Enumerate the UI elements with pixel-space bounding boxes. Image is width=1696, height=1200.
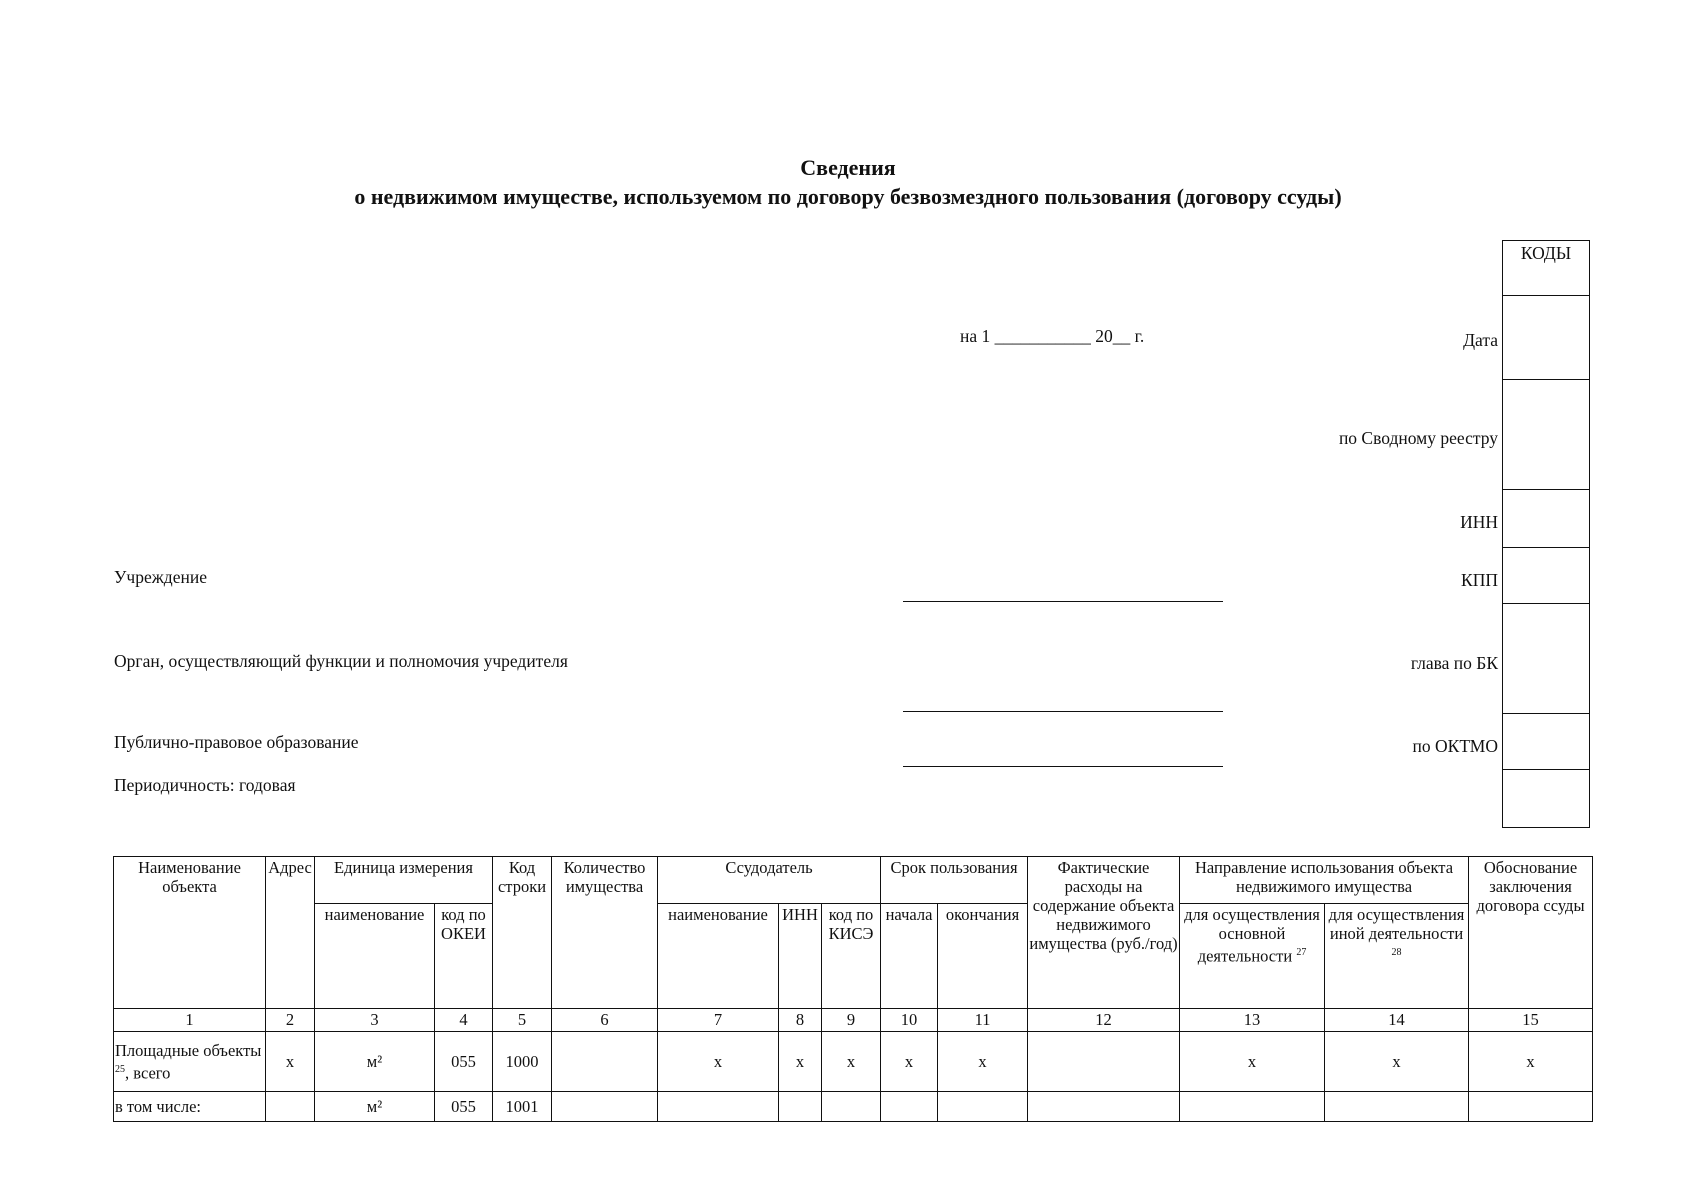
column-number: 10 <box>881 1009 938 1032</box>
header-usage-other: для осуществления иной деятельности $^{28}$ <box>1325 904 1469 1009</box>
row-lender-name[interactable] <box>658 1092 779 1122</box>
row-usage-other[interactable] <box>1325 1092 1469 1122</box>
row-usage-main[interactable]: х <box>1180 1032 1325 1092</box>
row-object-name: в том числе: <box>114 1092 266 1122</box>
table-row <box>114 1092 1593 1122</box>
column-number: 15 <box>1469 1009 1593 1032</box>
header-row-code: Код строки <box>493 857 552 1009</box>
column-number: 4 <box>435 1009 493 1032</box>
column-number-row <box>114 1009 1593 1032</box>
row-term-start[interactable]: х <box>881 1032 938 1092</box>
column-number: 8 <box>779 1009 822 1032</box>
row-code: 1000 <box>493 1032 552 1092</box>
column-number: 11 <box>938 1009 1028 1032</box>
header-term-start: начала <box>881 904 938 1009</box>
header-term-end: окончания <box>938 904 1028 1009</box>
header-address: Адрес <box>266 857 315 1009</box>
header-object-name: Наименование объекта <box>114 857 266 1009</box>
row-expenses[interactable] <box>1028 1092 1180 1122</box>
row-kise[interactable] <box>822 1092 881 1122</box>
institution-line[interactable] <box>903 601 1223 602</box>
date-code-label: Дата <box>1463 330 1498 350</box>
table-row <box>114 1032 1593 1092</box>
header-okei: код по ОКЕИ <box>435 904 493 1009</box>
column-number: 9 <box>822 1009 881 1032</box>
header-lender: Ссудодатель <box>658 857 881 904</box>
header-quantity: Количество имущества <box>552 857 658 1009</box>
row-lender-inn[interactable] <box>779 1092 822 1122</box>
column-number: 5 <box>493 1009 552 1032</box>
column-number: 13 <box>1180 1009 1325 1032</box>
column-number: 2 <box>266 1009 315 1032</box>
oktmo-label: по ОКТМО <box>1412 736 1498 756</box>
row-usage-other[interactable]: х <box>1325 1032 1469 1092</box>
institution-label: Учреждение <box>114 567 207 587</box>
row-unit-name: м² <box>315 1032 435 1092</box>
periodicity-label: Периодичность: годовая <box>114 775 296 795</box>
row-quantity[interactable] <box>552 1092 658 1122</box>
header-expenses: Фактические расходы на содержание объекта недвижимого имущества (руб./год) <box>1028 857 1180 1009</box>
row-term-end[interactable]: х <box>938 1032 1028 1092</box>
row-object-name: Площадные объекты $^{25}$, всего <box>114 1032 266 1092</box>
header-lender-name: наименование <box>658 904 779 1009</box>
column-number: 3 <box>315 1009 435 1032</box>
row-unit-name: м² <box>315 1092 435 1122</box>
public-entity-line[interactable] <box>903 766 1223 767</box>
column-number: 7 <box>658 1009 779 1032</box>
public-entity-label: Публично-правовое образование <box>114 732 359 752</box>
column-number: 6 <box>552 1009 658 1032</box>
header-basis: Обоснование заключения договора ссуды <box>1469 857 1593 1009</box>
column-number: 12 <box>1028 1009 1180 1032</box>
report-date-field[interactable]: на 1 ___________ 20__ г. <box>960 326 1145 346</box>
row-okei: 055 <box>435 1032 493 1092</box>
header-kise: код по КИСЭ <box>822 904 881 1009</box>
header-unit: Единица измерения <box>315 857 493 904</box>
row-quantity[interactable] <box>552 1032 658 1092</box>
row-basis[interactable] <box>1469 1092 1593 1122</box>
founder-body-label: Орган, осуществляющий функции и полномочия учредителя <box>114 651 568 671</box>
row-address[interactable]: х <box>266 1032 315 1092</box>
property-table <box>113 856 1593 1122</box>
header-usage-main: для осуществления основной деятельности $^{27}$ <box>1180 904 1325 1009</box>
column-number: 14 <box>1325 1009 1469 1032</box>
column-number: 1 <box>114 1009 266 1032</box>
codes-column <box>1502 240 1590 828</box>
row-address[interactable] <box>266 1092 315 1122</box>
header-usage: Направление использования объекта недвижимого имущества <box>1180 857 1469 904</box>
row-lender-inn[interactable]: х <box>779 1032 822 1092</box>
row-lender-name[interactable]: х <box>658 1032 779 1092</box>
row-usage-main[interactable] <box>1180 1092 1325 1122</box>
codes-heading: КОДЫ <box>1520 243 1572 263</box>
consolidated-registry-label: по Сводному реестру <box>1338 428 1498 448</box>
kpp-label: КПП <box>1461 570 1498 590</box>
row-term-start[interactable] <box>881 1092 938 1122</box>
budget-chapter-label: глава по БК <box>1410 653 1498 673</box>
header-term: Срок пользования <box>881 857 1028 904</box>
inn-label: ИНН <box>1460 512 1498 532</box>
row-kise[interactable]: х <box>822 1032 881 1092</box>
header-lender-inn: ИНН <box>779 904 822 1009</box>
row-code: 1001 <box>493 1092 552 1122</box>
document-title: Сведения <box>800 155 896 180</box>
row-okei: 055 <box>435 1092 493 1122</box>
header-unit-name: наименование <box>315 904 435 1009</box>
row-expenses[interactable] <box>1028 1032 1180 1092</box>
founder-body-line[interactable] <box>903 711 1223 712</box>
document-subtitle: о недвижимом имуществе, используемом по договору безвозмездного пользования (договору ссуды) <box>354 184 1342 209</box>
row-term-end[interactable] <box>938 1092 1028 1122</box>
row-basis[interactable]: х <box>1469 1032 1593 1092</box>
